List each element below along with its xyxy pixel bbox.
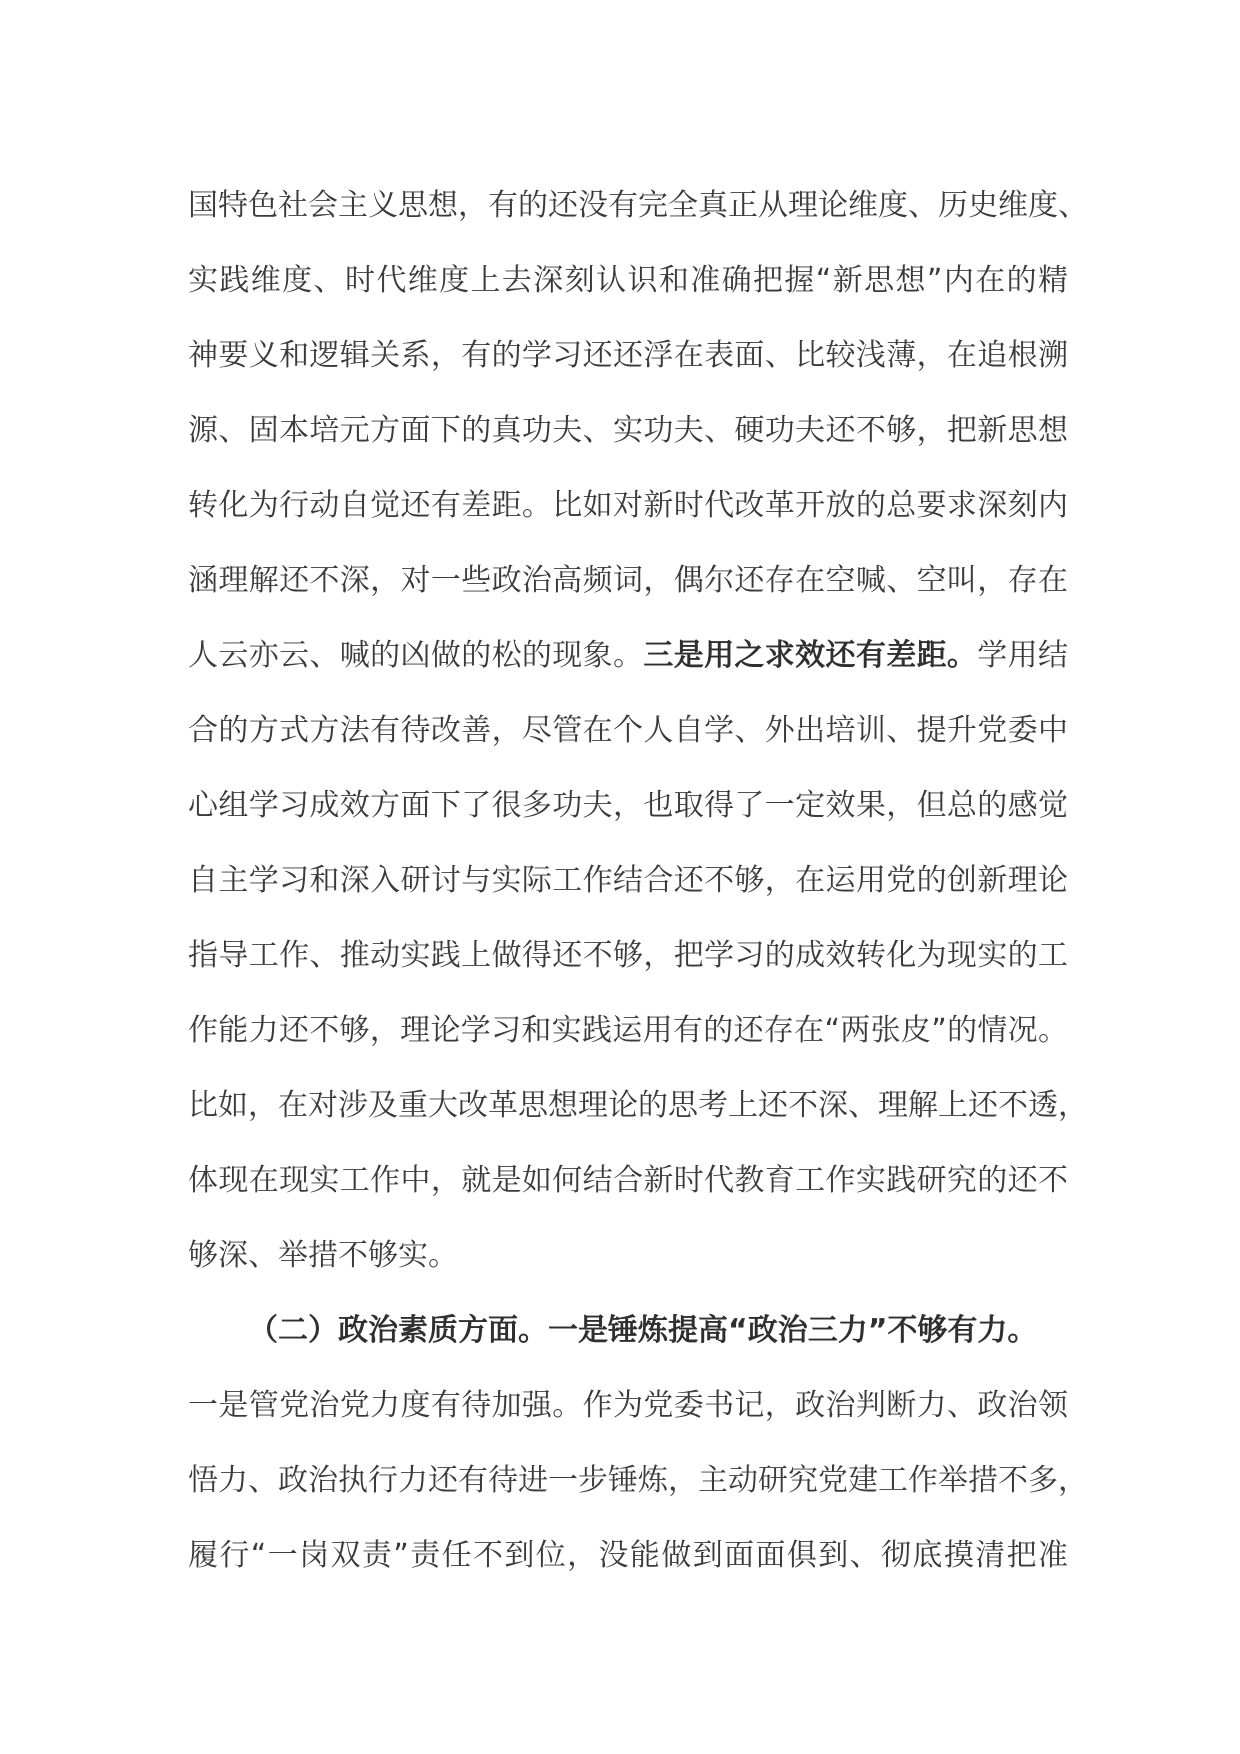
text-line bbox=[188, 1143, 1068, 1218]
text-run: 自主学习和深入研讨与实际工作结合还不够，在运用党的创新理论 bbox=[188, 863, 1068, 898]
text-line bbox=[188, 993, 1068, 1068]
text-run: 源、固本培元方面下的真功夫、实功夫、硬功夫还不够，把新思想 bbox=[188, 413, 1068, 448]
text-line bbox=[188, 918, 1068, 993]
text-run: 转化为行动自觉还有差距。比如对新时代改革开放的总要求深刻内 bbox=[188, 488, 1068, 523]
text-run: 比如，在对涉及重大改革思想理论的思考上还不深、理解上还不透， bbox=[188, 1088, 1088, 1123]
text-run: 够深、举措不够实。 bbox=[188, 1238, 458, 1273]
bold-text: 三是用之求效还有差距。 bbox=[643, 638, 978, 673]
text-run: 涵理解还不深，对一些政治高频词，偶尔还存在空喊、空叫，存在 bbox=[188, 563, 1068, 598]
text-line bbox=[188, 1443, 1088, 1518]
text-run: 悟力、政治执行力还有待进一步锤炼，主动研究党建工作举措不多， bbox=[188, 1463, 1088, 1498]
text-line bbox=[188, 1368, 1068, 1443]
text-run: 学用结 bbox=[977, 638, 1069, 673]
bold-text: （二）政治素质方面。一是锤炼提高“政治三力”不够有力。 bbox=[248, 1313, 1038, 1348]
text-line bbox=[188, 243, 1068, 318]
text-line bbox=[188, 1518, 1068, 1593]
text-line bbox=[188, 618, 1068, 693]
text-run: 心组学习成效方面下了很多功夫，也取得了一定效果，但总的感觉 bbox=[188, 788, 1068, 823]
text-run: 指导工作、推动实践上做得还不够，把学习的成效转化为现实的工 bbox=[188, 938, 1068, 973]
section-heading-line bbox=[188, 1293, 1068, 1368]
text-run: 实践维度、时代维度上去深刻认识和准确把握“新思想”内在的精 bbox=[188, 263, 1068, 298]
text-line bbox=[188, 843, 1068, 918]
text-run: 作能力还不够，理论学习和实践运用有的还存在“两张皮”的情况。 bbox=[188, 1013, 1068, 1048]
text-line bbox=[188, 168, 1088, 243]
body-text bbox=[188, 168, 1088, 1593]
text-run: 体现在现实工作中，就是如何结合新时代教育工作实践研究的还不 bbox=[188, 1163, 1068, 1198]
text-line bbox=[188, 318, 1068, 393]
text-run: 一是管党治党力度有待加强。作为党委书记，政治判断力、政治领 bbox=[188, 1388, 1068, 1423]
text-line bbox=[188, 393, 1068, 468]
text-line bbox=[188, 768, 1068, 843]
text-run: 履行“一岗双责”责任不到位，没能做到面面俱到、彻底摸清把准 bbox=[188, 1538, 1068, 1573]
text-line bbox=[188, 693, 1068, 768]
text-run: 人云亦云、喊的凶做的松的现象。 bbox=[188, 638, 644, 673]
text-run: 神要义和逻辑关系，有的学习还还浮在表面、比较浅薄，在追根溯 bbox=[188, 338, 1068, 373]
text-line bbox=[188, 468, 1068, 543]
text-run: 合的方式方法有待改善，尽管在个人自学、外出培训、提升党委中 bbox=[188, 713, 1068, 748]
text-run: 国特色社会主义思想，有的还没有完全真正从理论维度、历史维度、 bbox=[188, 188, 1088, 223]
text-line bbox=[188, 1218, 1068, 1293]
text-line bbox=[188, 1068, 1088, 1143]
text-line bbox=[188, 543, 1068, 618]
